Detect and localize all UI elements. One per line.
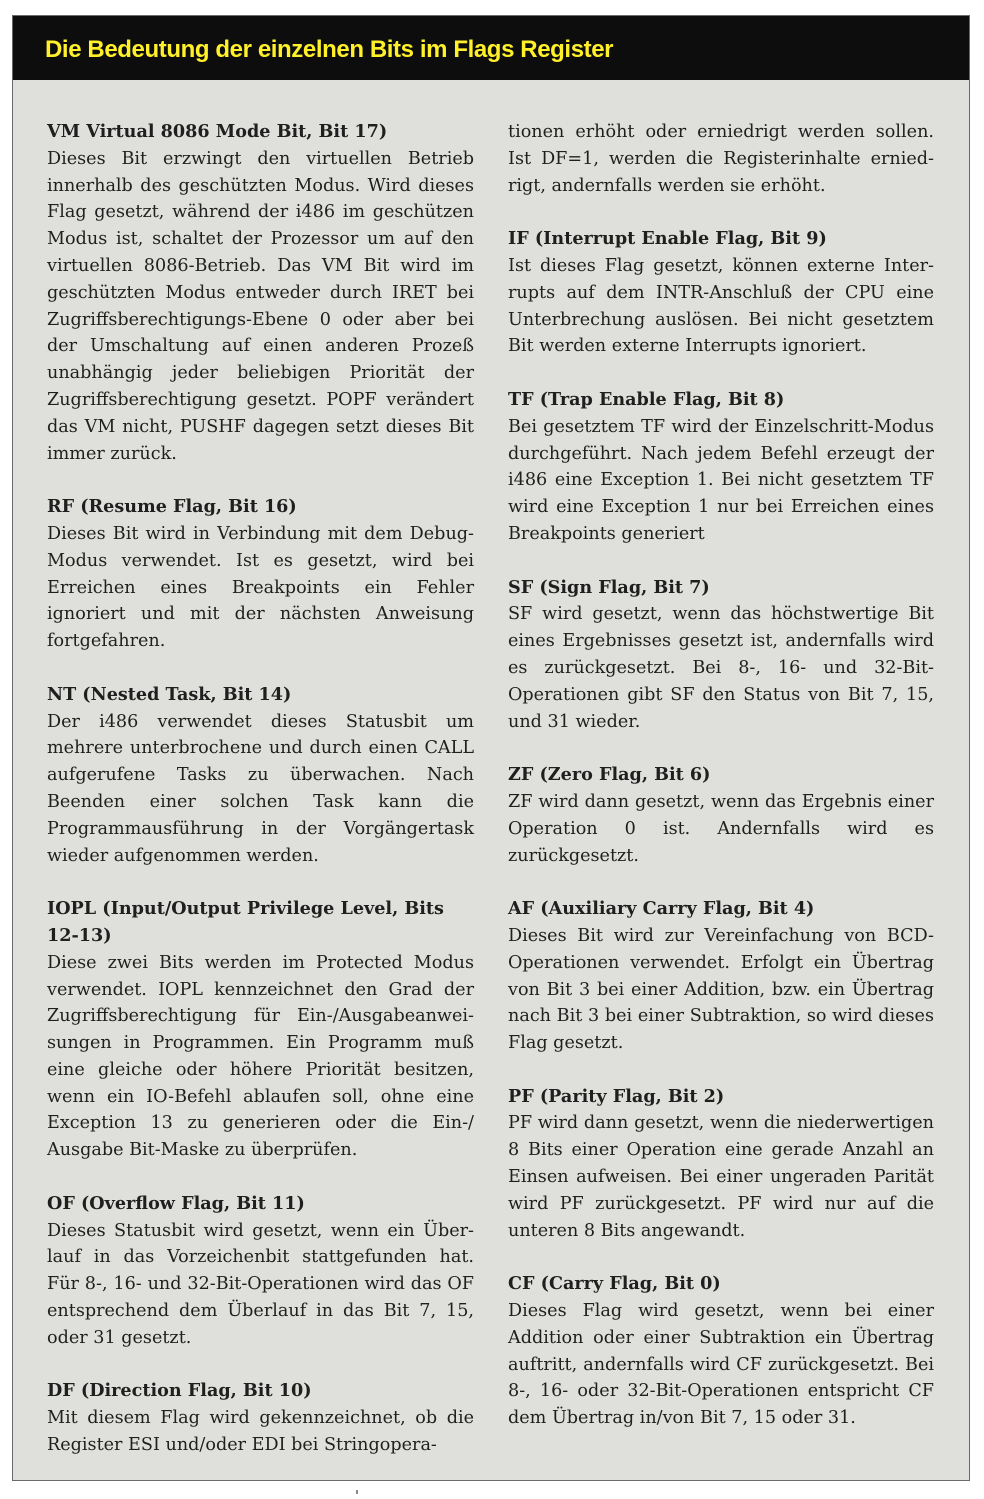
section-body: SF wird gesetzt, wenn das höchstwertige Bit eines Ergebnisses gesetzt ist, andernfalls wird es zurückgesetzt. Bei 8-, 16- und 32-Bit-Operationen gibt SF den Status von Bit 7, 15, und 31 wieder. <box>508 604 934 732</box>
section-heading: OF (Overflow Flag, Bit 11) <box>47 1192 305 1214</box>
section-df-continued <box>508 119 934 199</box>
section-body: Der i486 verwendet dieses Statusbit um mehrere unterbrochene und durch einen CALL aufgerufene Tasks zu überwachen. Nach Beenden einer solchen Task kann die Programmausführung in der Vorgängertask wieder aufgenommen werden. <box>47 711 474 866</box>
section-body: Ist dieses Flag gesetzt, können externe Interrupts auf dem INTR-Anschluß der CPU eine Unterbrechung auslösen. Bei nicht gesetztem Bit werden externe Interrupts ignoriert. <box>508 255 934 357</box>
section-heading: PF (Parity Flag, Bit 2) <box>508 1085 725 1107</box>
section-if <box>508 226 934 360</box>
section-body: Bei gesetztem TF wird der Einzelschritt-Modus durchgeführt. Nach jedem Befehl erzeugt der i486 eine Exception 1. Bei nicht gesetztem TF wird eine Exception 1 nur bei Erreichen eines Breakpoints generiert <box>508 416 934 544</box>
section-body: Dieses Bit erzwingt den virtuellen Betrieb innerhalb des geschützten Modus. Wird dieses Flag gesetzt, während der i486 im geschützen Modus ist, schaltet der Prozessor um auf den virtuellen 8086-Betrieb. Das VM Bit wird im geschützten Modus entweder durch IRET bei Zugriffsberechtigungs-Ebene 0 oder aber bei der Umschaltung auf einen anderen Prozeß unabhängig jeder beliebigen Priorität der Zugriffsberechtigung gesetzt. POPF verändert das VM nicht, PUSHF dagegen setzt dieses Bit immer zurück. <box>47 148 474 464</box>
section-heading: NT (Nested Task, Bit 14) <box>47 683 292 705</box>
section-body: Dieses Bit wird in Verbindung mit dem Debug-Modus verwendet. Ist es gesetzt, wird bei Erreichen eines Breakpoints ein Fehler ignoriert und mit der nächsten Anweisung fortgefahren. <box>47 523 474 652</box>
section-pf <box>508 1084 934 1245</box>
section-body: ZF wird dann gesetzt, wenn das Ergebnis einer Operation 0 ist. Andernfalls wird es zurückgesetzt. <box>508 791 934 866</box>
section-heading: SF (Sign Flag, Bit 7) <box>508 576 710 598</box>
section-heading: DF (Direction Flag, Bit 10) <box>47 1380 312 1402</box>
section-rf <box>47 494 474 655</box>
section-sf <box>508 575 934 736</box>
section-vm <box>47 119 474 467</box>
section-af <box>508 896 934 1057</box>
section-body: Dieses Flag wird gesetzt, wenn bei einer Addition oder einer Subtraktion ein Übertrag auftritt, andernfalls wird CF zurückgesetzt. Bei 8-, 16- oder 32-Bit-Operationen entspricht CF dem Übertrag in/von Bit 7, 15 oder 31. <box>508 1301 934 1429</box>
section-zf <box>508 762 934 869</box>
section-body: Diese zwei Bits werden im Protected Modus verwendet. IOPL kennzeichnet den Grad der Zugriffsberechtigung für Ein-/Ausgabeanweisungen in Programmen. Ein Programm muß eine gleiche oder höhere Priorität besitzen, wenn ein IO-Befehl ablaufen soll, ohne eine Exception 13 zu generieren oder die Ein-/ Ausgabe Bit-Maske zu überprüfen. <box>47 952 474 1161</box>
section-iopl <box>47 896 474 1164</box>
section-heading: IF (Interrupt Enable Flag, Bit 9) <box>508 228 827 250</box>
section-heading: AF (Auxiliary Carry Flag, Bit 4) <box>508 898 815 920</box>
box-title: Die Bedeutung der einzelnen Bits im Flags Register <box>45 36 614 63</box>
continued-text: tionen erhöht oder erniedrigt werden sollen. Ist DF=1, werden die Registerinhalte erniedrigt, andernfalls werden sie erhöht. <box>508 122 934 196</box>
print-speck <box>356 1490 358 1494</box>
title-bar <box>13 16 969 80</box>
section-heading: VM Virtual 8086 Mode Bit, Bit 17) <box>47 121 388 142</box>
section-tf <box>508 387 934 548</box>
left-column <box>47 119 474 1459</box>
section-heading: ZF (Zero Flag, Bit 6) <box>508 764 711 786</box>
info-box <box>12 15 970 1481</box>
section-body: PF wird dann gesetzt, wenn die niederwertigen 8 Bits einer Operation eine gerade Anzahl an Einsen aufweisen. Bei einer ungeraden Parität wird PF zurückgesetzt. PF wird nur auf die unteren 8 Bits angewandt. <box>508 1113 934 1241</box>
section-heading: TF (Trap Enable Flag, Bit 8) <box>508 388 785 410</box>
section-of <box>47 1191 474 1352</box>
section-cf <box>508 1271 934 1432</box>
section-df <box>47 1378 474 1458</box>
section-body: Dieses Bit wird zur Vereinfachung von BCD-Operationen verwendet. Erfolgt ein Übertrag von Bit 3 bei einer Addition, bzw. ein Übertrag nach Bit 3 bei einer Subtraktion, so wird dieses Flag gesetzt. <box>508 925 934 1054</box>
section-heading: CF (Carry Flag, Bit 0) <box>508 1273 721 1295</box>
section-heading: IOPL (Input/Output Privilege Level, Bits 12-13) <box>47 898 444 946</box>
section-body: Dieses Statusbit wird gesetzt, wenn ein Überlauf in das Vorzeichenbit stattgefunden hat. Für 8-, 16- und 32-Bit-Operationen wird das OF entsprechend dem Überlauf in das Bit 7, 15, oder 31 gesetzt. <box>47 1220 474 1348</box>
section-heading: RF (Resume Flag, Bit 16) <box>47 496 297 518</box>
right-column <box>508 119 934 1432</box>
section-nt <box>47 682 474 870</box>
section-body: Mit diesem Flag wird gekennzeichnet, ob die Register ESI und/oder EDI bei Stringopera- <box>47 1408 474 1456</box>
